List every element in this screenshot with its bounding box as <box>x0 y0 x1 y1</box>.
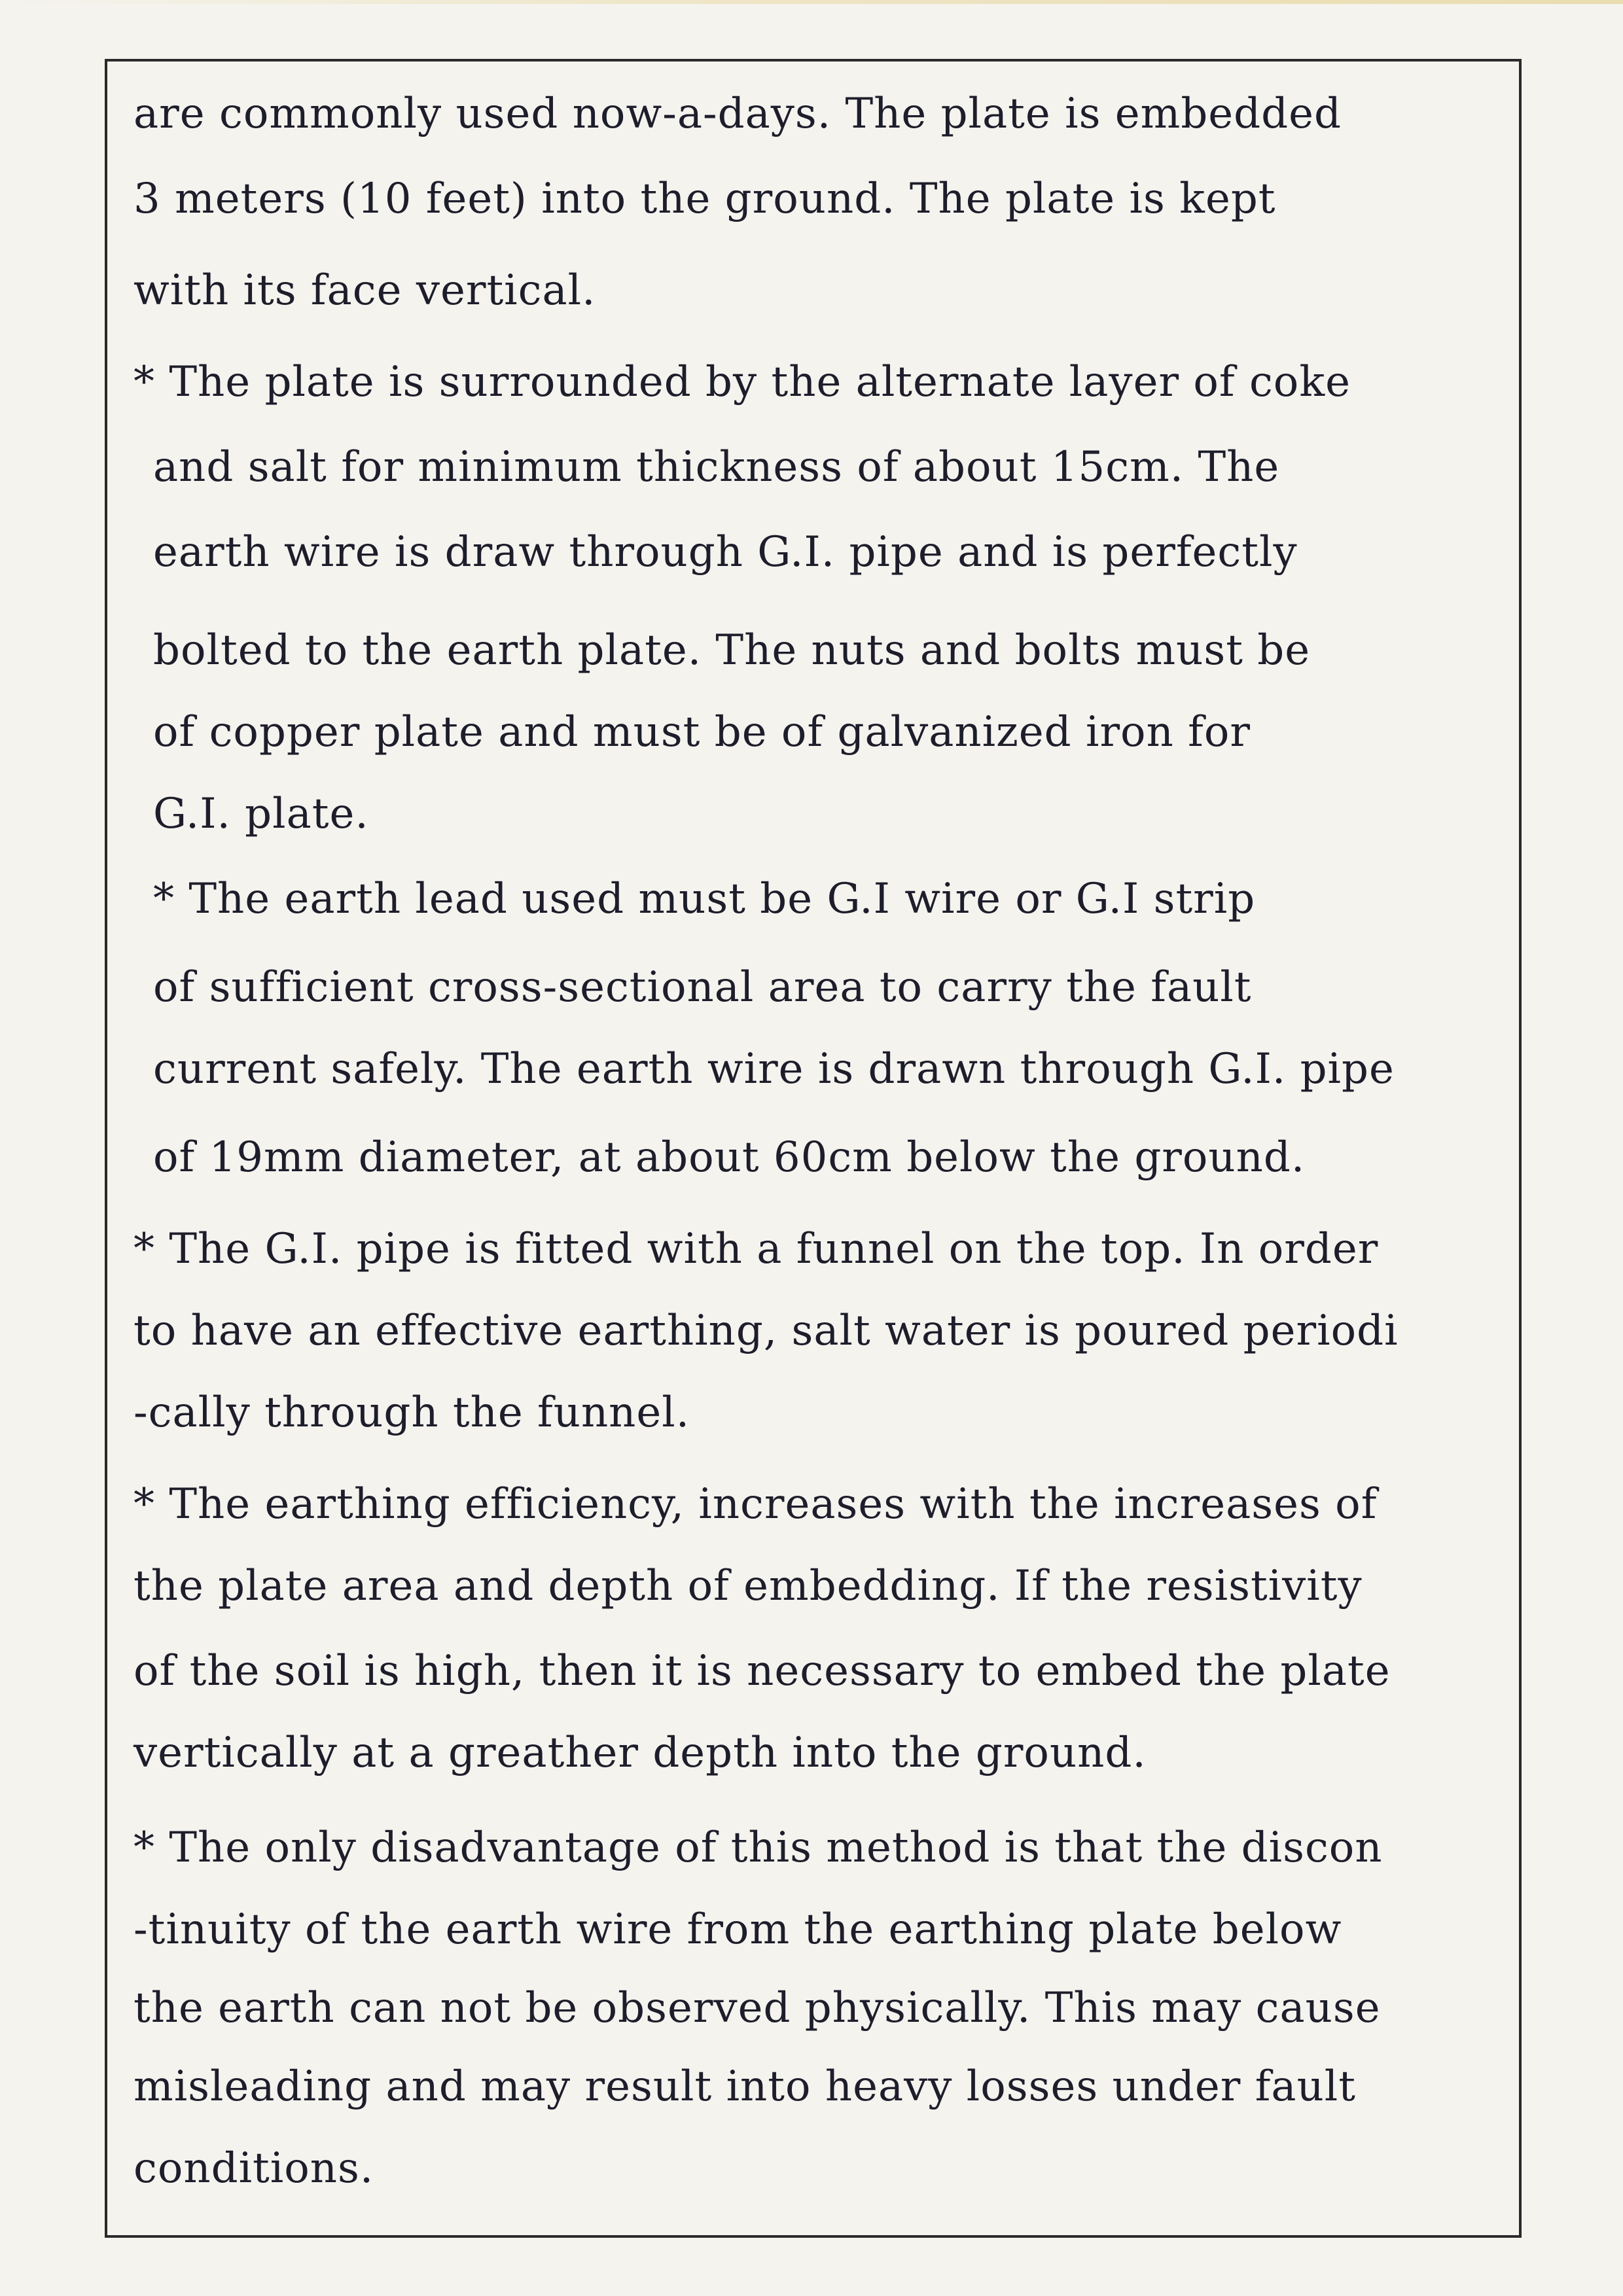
note-line-19: of the soil is high, then it is necessary to embed the plate <box>134 1647 1391 1695</box>
note-line-23: the earth can not be observed physically. This may cause <box>134 1984 1381 2032</box>
note-line-13: of 19mm diameter, at about 60cm below the ground. <box>153 1133 1306 1182</box>
handwritten-notes-frame <box>105 59 1522 2238</box>
note-line-21: * The only disadvantage of this method is that the discon <box>134 1824 1383 1872</box>
note-line-18: the plate area and depth of embedding. If the resistivity <box>134 1562 1363 1610</box>
note-line-5: and salt for minimum thickness of about 15cm. The <box>153 443 1280 491</box>
note-line-7: bolted to the earth plate. The nuts and bolts must be <box>153 626 1311 675</box>
note-line-17: * The earthing efficiency, increases with the increases of <box>134 1480 1378 1528</box>
note-line-1: are commonly used now-a-days. The plate is embedded <box>134 90 1342 138</box>
note-line-9: G.I. plate. <box>153 790 369 838</box>
note-line-25: conditions. <box>134 2144 374 2193</box>
note-line-14: * The G.I. pipe is fitted with a funnel on the top. In order <box>134 1225 1379 1273</box>
top-edge-rule <box>0 0 1623 4</box>
note-line-8: of copper plate and must be of galvanized iron for <box>153 708 1251 756</box>
note-line-15: to have an effective earthing, salt water is poured periodi <box>134 1307 1399 1355</box>
note-line-20: vertically at a greather depth into the ground. <box>134 1729 1147 1777</box>
note-line-12: current safely. The earth wire is drawn through G.I. pipe <box>153 1045 1395 1093</box>
note-line-10: * The earth lead used must be G.I wire or G.I strip <box>153 875 1256 923</box>
note-line-6: earth wire is draw through G.I. pipe and is perfectly <box>153 528 1298 576</box>
note-line-3: with its face vertical. <box>134 266 596 315</box>
note-line-2: 3 meters (10 feet) into the ground. The plate is kept <box>134 175 1276 223</box>
note-line-16: -cally through the funnel. <box>134 1388 690 1437</box>
note-line-24: misleading and may result into heavy losses under fault <box>134 2062 1356 2111</box>
note-line-4: * The plate is surrounded by the alternate layer of coke <box>134 358 1351 406</box>
note-line-11: of sufficient cross-sectional area to carry the fault <box>153 963 1252 1012</box>
note-line-22: -tinuity of the earth wire from the earthing plate below <box>134 1905 1342 1954</box>
